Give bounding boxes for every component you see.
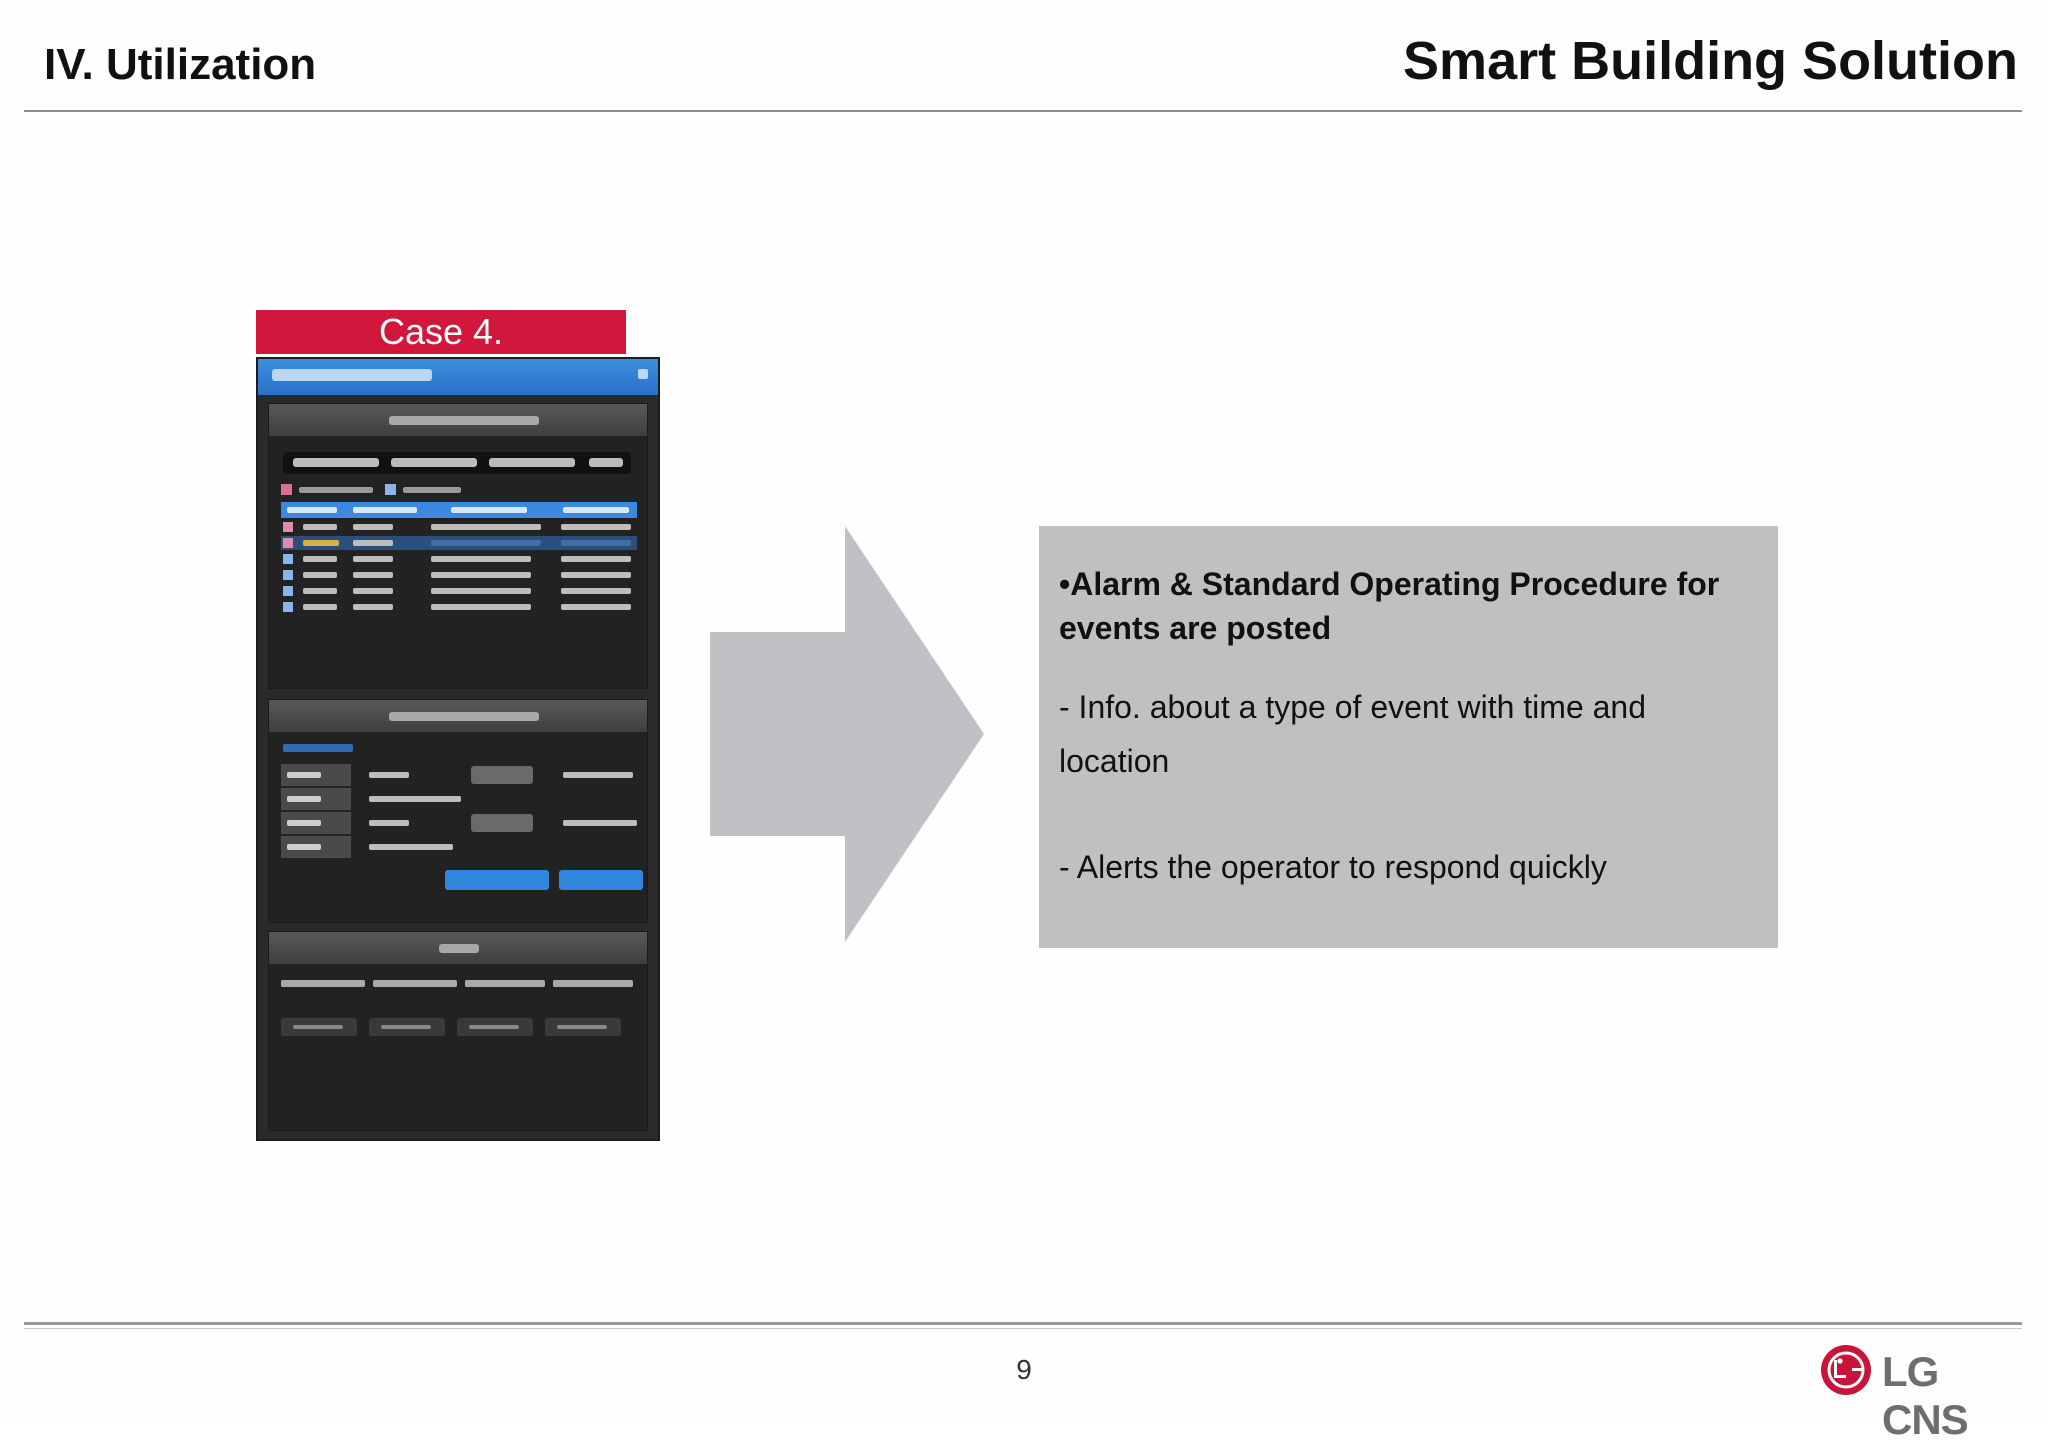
detail-fields [281,764,637,860]
lg-cns-logo [1818,1344,2024,1443]
case-label: Case 4. [256,310,626,354]
document-title: Smart Building Solution [1403,31,2018,91]
info-bullet: location [1059,743,1170,779]
right-arrow-icon [710,526,984,942]
info-heading-line: •Alarm & Standard Operating Procedure for [1059,566,1720,602]
map-header [269,932,647,964]
situation-detail-header [269,700,647,732]
info-heading-line: events are posted [1059,610,1332,646]
detail-link [283,744,353,752]
screenshot-blue-button [559,870,643,890]
page-number: 9 [1016,1354,1032,1385]
info-box [1039,526,1778,948]
footer-divider [24,1322,2022,1325]
map-buttons [281,1018,637,1038]
footer-divider [24,1328,2022,1329]
situation-detail-section [268,699,648,923]
screenshot-blue-button [445,870,549,890]
lg-logo-icon [1820,1344,1872,1396]
logo-text: LG CNS [1882,1348,1968,1443]
info-bullet: - Info. about a type of event with time and [1059,689,1647,725]
filter-bar [283,452,631,474]
situation-grid-header [281,502,637,518]
table-row [281,568,637,582]
table-row [281,552,637,566]
info-bullet: - Alerts the operator to respond quickly [1059,849,1607,885]
header-divider [24,110,2022,112]
table-row [281,584,637,598]
table-row [281,520,637,534]
table-row [281,536,637,550]
control-situation-screenshot [256,357,660,1141]
table-row [281,600,637,614]
section-title: IV. Utilization [44,40,317,89]
filter-checkboxes [281,484,581,496]
situation-list-section [268,403,648,689]
screenshot-titlebar [258,359,658,395]
screenshot-title-placeholder [272,369,432,381]
situation-list-header [269,404,647,436]
close-icon [638,369,648,379]
map-section [268,931,648,1131]
map-options [281,980,637,988]
